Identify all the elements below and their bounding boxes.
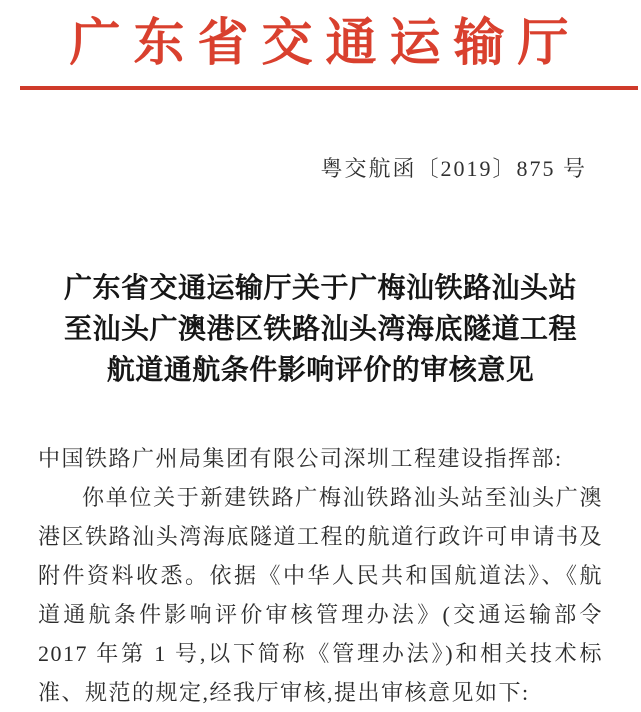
document-reference-number: 粤交航函〔2019〕875 号	[320, 156, 587, 181]
document-title	[0, 268, 641, 391]
agency-name-header: 广东省交通运输厅	[69, 16, 582, 72]
document-title-line: 航道通航条件影响评价的审核意见	[106, 355, 535, 386]
letter-body	[38, 439, 603, 712]
red-divider-line	[20, 86, 638, 90]
document-title-line: 广东省交通运输厅关于广梅汕铁路汕头站	[63, 273, 577, 304]
opening-paragraph: 你单位关于新建铁路广梅汕铁路汕头站至汕头广澳港区铁路汕头湾海底隧道工程的航道行政许可申请书及附件资料收悉。依据《中华人民共和国航道法》、《航道通航条件影响评价审核管理办法》(交通运输部令 2017 年第 1 号,以下简称《管理办法》)和相关技术标准、规范的规定,经我厅审核,提出审核意见如下:	[38, 485, 603, 705]
official-letter-page	[0, 14, 641, 705]
recipient-salutation: 中国铁路广州局集团有限公司深圳工程建设指挥部:	[38, 446, 563, 471]
document-title-line: 至汕头广澳港区铁路汕头湾海底隧道工程	[63, 314, 577, 345]
